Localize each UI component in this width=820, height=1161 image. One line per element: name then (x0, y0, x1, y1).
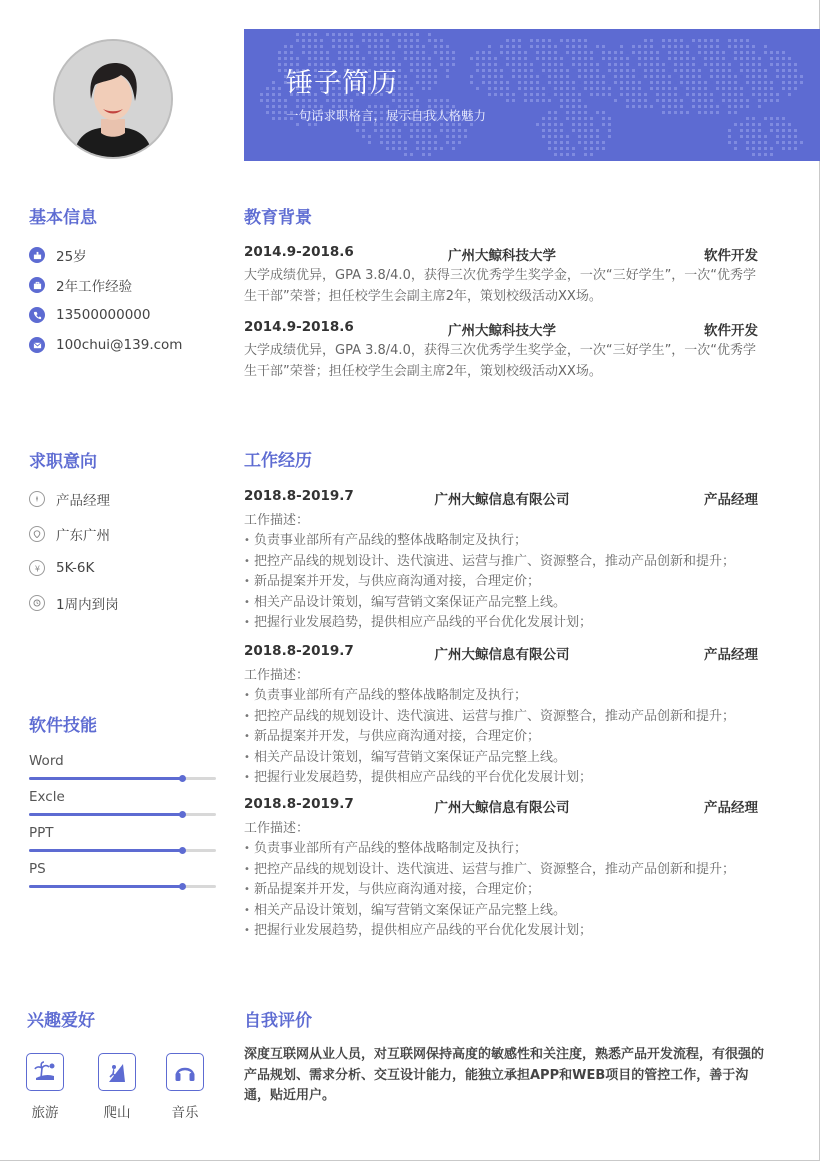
education-school: 广州大鲸科技大学 (448, 323, 556, 339)
briefcase-icon (29, 277, 45, 293)
work-desc-label: 工作描述： (244, 513, 310, 528)
intent-salary-text: 5K-6K (56, 560, 95, 576)
work-role: 产品经理 (704, 492, 758, 508)
info-email (29, 335, 182, 355)
work-company: 广州大鲸信息有限公司 (434, 492, 570, 508)
intent-location-text: 广东广州 (56, 528, 110, 544)
work-desc-label: 工作描述： (244, 821, 310, 836)
work-bullet: • 新品提案并开发，与供应商沟通对接，合理定价； (244, 880, 784, 900)
skill-ps-knob (179, 883, 186, 890)
work-bullet: • 把握行业发展趋势，提供相应产品线的平台优化发展计划； (244, 768, 784, 788)
work-date: 2018.8-2019.7 (244, 488, 354, 504)
work-bullet: • 把控产品线的规划设计、迭代演进、运营与推广、资源整合，推动产品创新和提升； (244, 707, 784, 727)
headphones-icon (166, 1053, 204, 1091)
climbing-icon (98, 1053, 136, 1091)
work-bullet: • 相关产品设计策划，编写营销文案保证产品完整上线。 (244, 748, 784, 768)
education-major: 软件开发 (704, 248, 758, 264)
skill-word-fill (29, 777, 182, 780)
hobbies-title: 兴趣爱好 (27, 1011, 95, 1031)
work-description (244, 819, 784, 941)
work-bullet: • 新品提案并开发，与供应商沟通对接，合理定价； (244, 572, 784, 592)
work-company: 广州大鲸信息有限公司 (434, 800, 570, 816)
skill-word-track (29, 777, 216, 780)
work-bullet: • 新品提案并开发，与供应商沟通对接，合理定价； (244, 727, 784, 747)
work-desc-label: 工作描述： (244, 668, 310, 683)
info-experience (29, 275, 132, 295)
self-eval-text: 深度互联网从业人员，对互联网保持高度的敏感性和关注度，熟悉产品开发流程，有很强的产品规划、需求分析、交互设计能力，能独立承担APP和WEB项目的管控工作，善于沟通，贴近用户。 (244, 1047, 765, 1103)
skill-excel-knob (179, 811, 186, 818)
self-eval-title: 自我评价 (244, 1011, 312, 1031)
hobby-climbing-label: 爬山 (103, 1105, 131, 1121)
work-bullet: • 把握行业发展趋势，提供相应产品线的平台优化发展计划； (244, 613, 784, 633)
work-title: 工作经历 (244, 451, 312, 471)
skill-word-knob (179, 775, 186, 782)
education-date: 2014.9-2018.6 (244, 244, 354, 260)
intent-availability-text: 1周内到岗 (56, 597, 119, 613)
phone-icon (29, 307, 45, 323)
hobby-travel-label: 旅游 (31, 1105, 59, 1121)
age-icon (29, 247, 45, 263)
work-description (244, 666, 784, 788)
work-bullet: • 负责事业部所有产品线的整体战略制定及执行； (244, 839, 784, 859)
resume-title: 锤子简历 (286, 68, 398, 99)
header-banner (244, 29, 820, 161)
skill-excel (29, 789, 216, 816)
info-age-text: 25岁 (56, 249, 87, 265)
work-company: 广州大鲸信息有限公司 (434, 647, 570, 663)
skill-ppt (29, 825, 216, 852)
education-title: 教育背景 (244, 208, 312, 228)
education-entry-head (244, 244, 760, 262)
location-icon (29, 526, 45, 542)
intent-location (29, 524, 110, 544)
work-date: 2018.8-2019.7 (244, 796, 354, 812)
info-email-text: 100chui@139.com (56, 337, 183, 353)
work-role: 产品经理 (704, 647, 758, 663)
info-phone-text: 13500000000 (56, 307, 151, 323)
skill-excel-track (29, 813, 216, 816)
skill-ppt-knob (179, 847, 186, 854)
svg-text:¥: ¥ (34, 563, 40, 573)
work-bullet: • 负责事业部所有产品线的整体战略制定及执行； (244, 531, 784, 551)
resume-slogan: 一句话求职格言，展示自我人格魅力 (286, 108, 487, 123)
info-age (29, 245, 87, 265)
skill-ps (29, 861, 216, 888)
skill-ppt-fill (29, 849, 182, 852)
hobby-music (166, 1053, 204, 1121)
hobby-travel (26, 1053, 64, 1121)
skill-word-name: Word (29, 753, 64, 769)
work-entry-head (244, 796, 760, 814)
work-role: 产品经理 (704, 800, 758, 816)
education-school: 广州大鲸科技大学 (448, 248, 556, 264)
education-description: 大学成绩优异，GPA 3.8/4.0，获得三次优秀学生奖学金，一次“三好学生”，一次“优秀学生干部”荣誉；担任校学生会副主席2年，策划校级活动XX场。 (244, 268, 757, 304)
info-phone (29, 305, 150, 325)
skill-word (29, 753, 216, 780)
clock-icon (29, 595, 45, 611)
skills-title: 软件技能 (29, 716, 97, 736)
work-bullet: • 相关产品设计策划，编写营销文案保证产品完整上线。 (244, 901, 784, 921)
skill-ppt-track (29, 849, 216, 852)
salary-icon (29, 560, 45, 576)
work-description (244, 511, 784, 633)
skill-ppt-name: PPT (29, 825, 54, 841)
intent-availability (29, 593, 119, 613)
work-date: 2018.8-2019.7 (244, 643, 354, 659)
skill-excel-name: Excle (29, 789, 65, 805)
position-icon (29, 491, 45, 507)
education-description: 大学成绩优异，GPA 3.8/4.0，获得三次优秀学生奖学金，一次“三好学生”，一次“优秀学生干部”荣誉；担任校学生会副主席2年，策划校级活动XX场。 (244, 343, 757, 379)
avatar (53, 39, 173, 159)
skill-ps-name: PS (29, 861, 46, 877)
intent-salary (29, 558, 94, 578)
info-experience-text: 2年工作经验 (56, 279, 133, 295)
education-major: 软件开发 (704, 323, 758, 339)
education-date: 2014.9-2018.6 (244, 319, 354, 335)
travel-icon (26, 1053, 64, 1091)
skill-ps-fill (29, 885, 182, 888)
skill-excel-fill (29, 813, 182, 816)
work-bullet: • 负责事业部所有产品线的整体战略制定及执行； (244, 686, 784, 706)
work-entry-head (244, 643, 760, 661)
work-entry-head (244, 488, 760, 506)
portrait-photo (55, 41, 171, 157)
intent-position-text: 产品经理 (56, 493, 110, 509)
work-bullet: • 把控产品线的规划设计、迭代演进、运营与推广、资源整合，推动产品创新和提升； (244, 860, 784, 880)
hobby-climbing (98, 1053, 136, 1121)
work-bullet: • 把控产品线的规划设计、迭代演进、运营与推广、资源整合，推动产品创新和提升； (244, 552, 784, 572)
work-bullet: • 相关产品设计策划，编写营销文案保证产品完整上线。 (244, 593, 784, 613)
job-intent-title: 求职意向 (29, 452, 97, 472)
education-entry-head (244, 319, 760, 337)
work-bullet: • 把握行业发展趋势，提供相应产品线的平台优化发展计划； (244, 921, 784, 941)
skill-ps-track (29, 885, 216, 888)
hobby-music-label: 音乐 (171, 1105, 199, 1121)
basic-info-title: 基本信息 (29, 208, 97, 228)
intent-position (29, 489, 110, 509)
email-icon (29, 337, 45, 353)
